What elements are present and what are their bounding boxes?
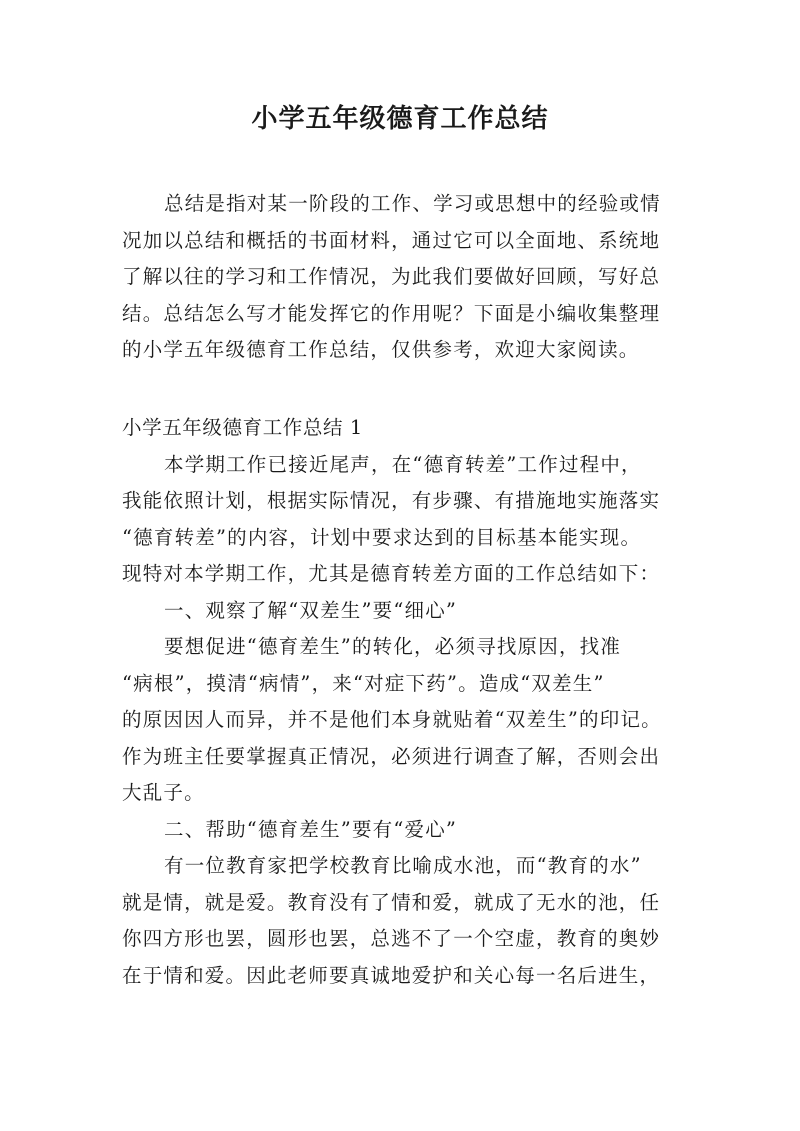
paragraph-line: 的原因因人而异，并不是他们本身就贴着“双差生”的印记。 (122, 708, 662, 731)
paragraph-line: 现特对本学期工作，尤其是德育转差方面的工作总结如下： (122, 562, 661, 585)
document-title: 小学五年级德育工作总结 (251, 104, 549, 134)
paragraph-line: 本学期工作已接近尾声，在“德育转差”工作过程中， (164, 452, 642, 476)
paragraph-line: 大乱子。 (122, 781, 205, 804)
subsection-heading-help: 二、帮助“德育差生”要有“爱心” (164, 817, 458, 841)
paragraph-line: “病根”，摸清“病情”，来“对症下药”。造成“双差生” (122, 671, 605, 695)
main-content (122, 410, 688, 994)
paragraph-line: 就是情，就是爱。教育没有了情和爱，就成了无水的池，任 (122, 890, 661, 914)
intro-line: 结。总结怎么写才能发挥它的作用呢？下面是小编收集整理 (122, 301, 661, 325)
paragraph-line: 你四方形也罢，圆形也罢，总逃不了一个空虚，教育的奥妙 (122, 927, 661, 950)
paragraph-line: 我能依照计划，根据实际情况，有步骤、有措施地实施落实 (122, 489, 661, 512)
paragraph-line: 在于情和爱。因此老师要真诚地爱护和关心每一名后进生， (122, 963, 661, 987)
intro-paragraph (122, 186, 688, 369)
subsection-heading-observe: 一、观察了解“双差生”要“细心” (164, 598, 458, 622)
intro-line: 况加以总结和概括的书面材料，通过它可以全面地、系统地 (122, 228, 661, 252)
paragraph-line: 有一位教育家把学校教育比喻成水池，而“教育的水” (164, 854, 642, 877)
intro-line: 的小学五年级德育工作总结，仅供参考，欢迎大家阅读。 (122, 338, 640, 361)
intro-line: 了解以往的学习和工作情况，为此我们要做好回顾，写好总 (122, 265, 661, 288)
paragraph-line: 要想促进“德育差生”的转化，必须寻找原因，找准 (164, 635, 622, 658)
intro-line: 总结是指对某一阶段的工作、学习或思想中的经验或情 (164, 192, 661, 215)
paragraph-line: 作为班主任要掌握真正情况，必须进行调查了解，否则会出 (122, 744, 661, 768)
paragraph-line: “德育转差”的内容，计划中要求达到的目标基本能实现。 (122, 525, 642, 549)
section-title: 小学五年级德育工作总结 1 (122, 416, 363, 439)
